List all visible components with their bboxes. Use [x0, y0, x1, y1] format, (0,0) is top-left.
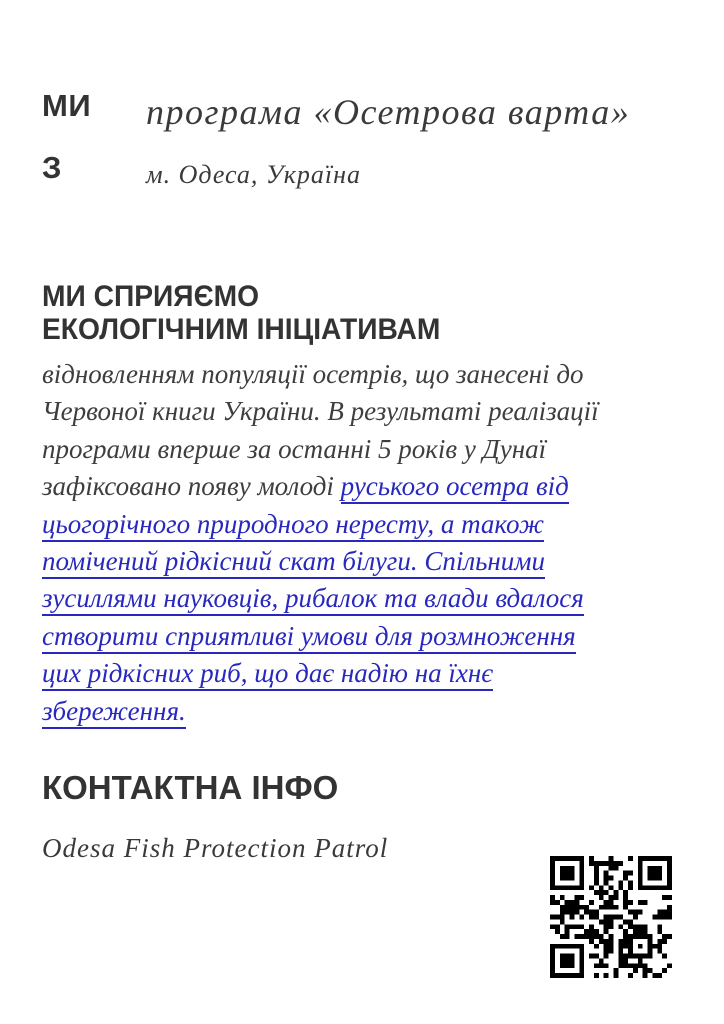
paragraph-line — [42, 468, 672, 505]
linked-text[interactable]: руського осетра від — [341, 471, 569, 504]
logo-text — [42, 90, 91, 183]
paragraph-line — [42, 356, 672, 393]
paragraph-line — [42, 693, 672, 730]
linked-text[interactable]: збереження. — [42, 696, 186, 729]
logo-line-1: МИ — [42, 88, 92, 123]
paragraph-line — [42, 393, 672, 430]
linked-text[interactable]: зусиллями науковців, рибалок та влади вдалося — [42, 583, 584, 616]
linked-text[interactable]: цих рідкісних риб, що дає надію на їхнє — [42, 658, 493, 691]
paragraph-line — [42, 655, 672, 692]
program-title: програма «Осетрова варта» — [146, 92, 631, 132]
paragraph-line — [42, 431, 672, 468]
qr-code-svg — [550, 856, 672, 978]
plain-text: відновленням популяції осетрів, що занесені до — [42, 359, 584, 389]
linked-text[interactable]: створити сприятливі умови для розмноження — [42, 621, 576, 654]
initiatives-heading-line-2: ЕКОЛОГІЧНИМ ІНІЦІАТИВАМ — [42, 313, 441, 346]
initiatives-heading — [42, 280, 440, 346]
paragraph-line — [42, 618, 672, 655]
contact-heading: КОНТАКТНА ІНФО — [42, 769, 339, 806]
linked-text[interactable]: цьогорічного природного нересту, а також — [42, 509, 544, 542]
plain-text: програми вперше за останні 5 років у Дунаї — [42, 433, 547, 464]
logo-line-2: З — [42, 150, 62, 185]
location-text: м. Одеса, Україна — [146, 160, 362, 189]
program-block — [146, 90, 706, 190]
qr-code-icon — [550, 856, 672, 978]
paragraph-line — [42, 506, 672, 543]
plain-text: Червоної книги України. В результаті реалізації — [42, 396, 599, 427]
paragraph-line — [42, 580, 672, 617]
initiatives-paragraph — [42, 356, 672, 730]
linked-text[interactable]: помічений рідкісний скат білуги. Спільними — [42, 546, 545, 579]
plain-text: зафіксовано появу молоді — [42, 471, 341, 502]
paragraph-line — [42, 543, 672, 580]
initiatives-heading-line-1: МИ СПРИЯЄМО — [42, 280, 260, 313]
contact-org-name: Odesa Fish Protection Patrol — [42, 833, 389, 863]
